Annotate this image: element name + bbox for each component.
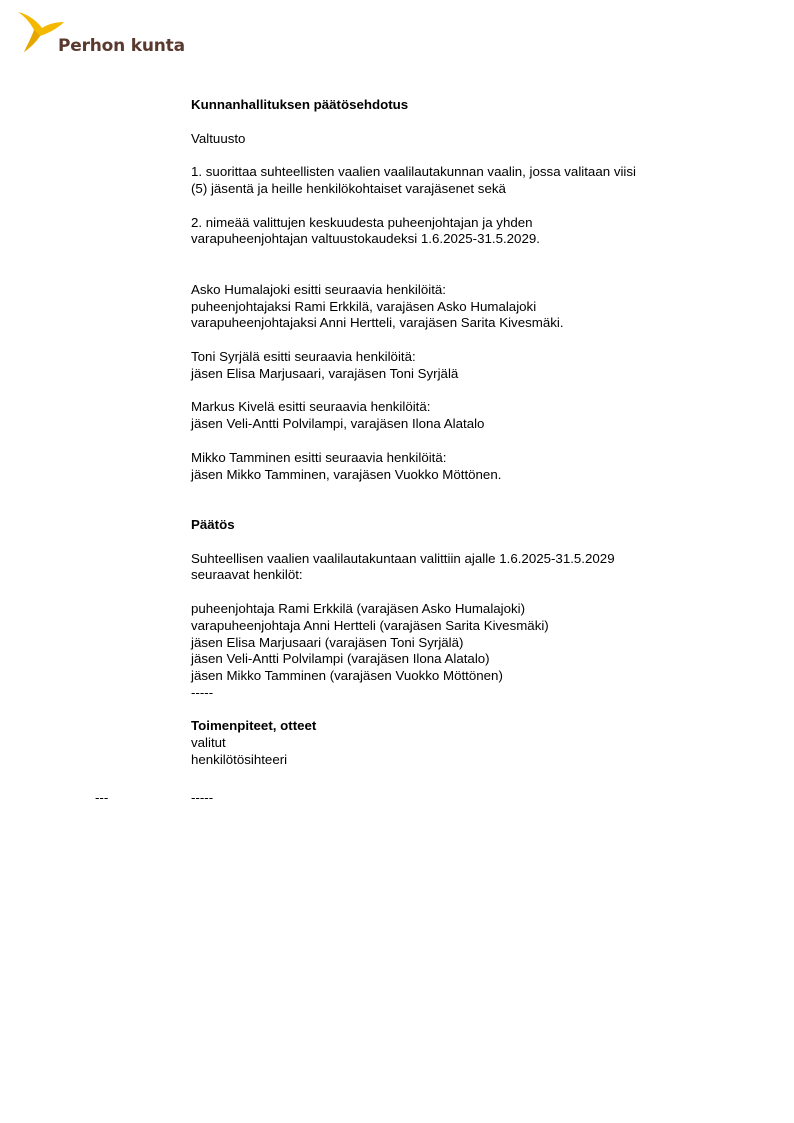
nomination-line: jäsen Elisa Marjusaari, varajäsen Toni Syrjälä (191, 365, 459, 381)
decision-member: jäsen Veli-Antti Polvilampi (varajäsen Ilona Alatalo) (191, 651, 490, 667)
action-item: valitut (191, 735, 226, 751)
logo (16, 10, 186, 60)
proposal-item-2-line-2: varapuheenjohtajan valtuustokaudeksi 1.6.2025-31.5.2029. (191, 231, 540, 247)
actions-heading: Toimenpiteet, otteet (191, 718, 317, 734)
document-body (191, 97, 691, 769)
nomination-line: varapuheenjohtajaksi Anni Hertteli, varajäsen Sarita Kivesmäki. (191, 315, 564, 331)
decision-separator: ----- (191, 684, 214, 700)
nomination-line: Mikko Tamminen esitti seuraavia henkilöitä: (191, 449, 447, 465)
nomination-line: jäsen Veli-Antti Polvilampi, varajäsen Ilona Alatalo (191, 416, 485, 432)
decision-member: jäsen Elisa Marjusaari (varajäsen Toni Syrjälä) (191, 634, 464, 650)
nomination-line: Markus Kivelä esitti seuraavia henkilöitä: (191, 399, 431, 415)
decision-member: jäsen Mikko Tamminen (varajäsen Vuokko Möttönen) (191, 668, 503, 684)
nomination-line: jäsen Mikko Tamminen, varajäsen Vuokko Möttönen. (191, 466, 502, 482)
action-item: henkilötösihteeri (191, 752, 288, 768)
logo-text: Perhon kunta (58, 36, 185, 56)
footer-left-separator: --- (95, 790, 109, 805)
footer-right-separator: ----- (191, 790, 214, 805)
nomination-line: Asko Humalajoki esitti seuraavia henkilöitä: (191, 281, 446, 297)
nomination-line: puheenjohtajaksi Rami Erkkilä, varajäsen Asko Humalajoki (191, 298, 537, 314)
decision-intro-line-2: seuraavat henkilöt: (191, 567, 303, 583)
proposal-item-1-line-2: (5) jäsentä ja heille henkilökohtaiset varajäsenet sekä (191, 180, 506, 196)
decision-intro-line-1: Suhteellisen vaalien vaalilautakuntaan valittiin ajalle 1.6.2025-31.5.2029 (191, 550, 615, 566)
proposal-item-1-line-1: 1. suorittaa suhteellisten vaalien vaalilautakunnan vaalin, jossa valitaan viisi (191, 164, 636, 180)
decision-member: puheenjohtaja Rami Erkkilä (varajäsen Asko Humalajoki) (191, 600, 526, 616)
proposal-heading: Kunnanhallituksen päätösehdotus (191, 97, 409, 112)
nomination-line: Toni Syrjälä esitti seuraavia henkilöitä: (191, 348, 416, 364)
decision-heading: Päätös (191, 516, 235, 532)
butterfly-icon (16, 10, 64, 58)
decision-member: varapuheenjohtaja Anni Hertteli (varajäsen Sarita Kivesmäki) (191, 617, 549, 633)
proposal-subject: Valtuusto (191, 130, 246, 146)
proposal-item-2-line-1: 2. nimeää valittujen keskuudesta puheenjohtajan ja yhden (191, 214, 533, 230)
